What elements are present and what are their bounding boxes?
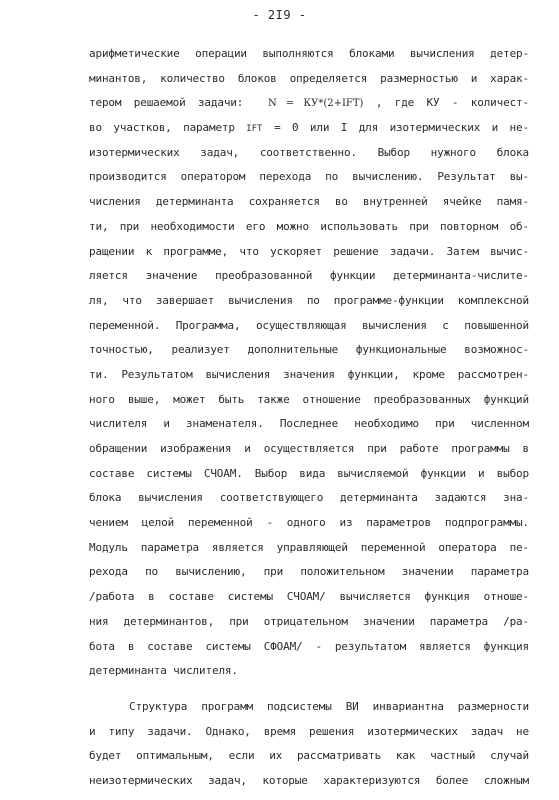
text-line: Модуль параметра является управляющей переменной оператора пе- [89,540,529,554]
text-line: составе системы СЧОАМ. Выбор вида вычисляемой функции и выбор [89,466,529,480]
text-line: рехода по вычислению, при положительном значении параметра [89,565,529,579]
text-line: переменной. Программа, осуществляющая вычисления с повышенной [89,318,529,332]
text-line: ти, при необходимости его можно использовать при повторном об- [89,219,529,233]
text-line: арифметические операции выполняются блоками вычисления детер- [89,47,529,60]
text-fragment: , где КУ - количест- [375,96,529,110]
text-line: ращении к программе, что ускоряет решение задачи. Затем вычис- [89,244,529,258]
text-fragment: тером решаемой задачи: [89,96,244,110]
text-line: минантов, количество блоков определяется размерностью и харак- [89,71,529,85]
text-line: чением целой переменной - одного из параметров подпрограммы. [89,516,529,530]
text-fragment: во участков, параметр [89,121,235,135]
text-line: точностью, реализует дополнительные функциональные возможнос- [89,343,529,357]
page-number: - 2I9 - [252,8,307,22]
text-fragment: = 0 или I для изотермических и не- [274,121,529,135]
body-text [89,42,529,794]
text-line: детерминанта числителя. [89,664,238,678]
text-line: производится оператором перехода по вычислению. Результат вы- [89,170,529,184]
text-line: бота в составе системы СФОАМ/ - результатом является функция [89,639,529,653]
text-line: обращении изображения и осуществляется при работе программы в [89,442,529,455]
text-line: ляется значение преобразованной функции детерминанта-числите- [89,269,529,283]
text-line: /работа в составе системы СЧОАМ/ вычисляется функция отноше- [89,590,529,604]
text-line: Структура программ подсистемы ВИ инвариантна размерности [129,699,529,713]
text-line: ного выше, может быть также отношение преобразованных функций [89,392,529,406]
text-line: изотермических задач, соответственно. Выбор нужного блока [89,145,529,159]
text-line: ния детерминантов, при отрицательном значении параметра /ра- [89,614,529,628]
formula: N = КУ*(2+IFT) [268,98,364,110]
text-line: неизотермических задач, которые характеризуются более сложным [89,773,529,787]
text-line: и типу задачи. Однако, время решения изотермических задач не [89,724,529,738]
text-line: будет оптимальным, если их рассматривать как частный случай [89,749,529,763]
text-line-with-formula [89,91,529,116]
paragraph-gap [89,684,529,695]
text-line-with-param [89,116,529,141]
text-line: блока вычисления соответствующего детерминанта задаются зна- [89,491,529,505]
parameter-name: IFT [246,124,263,135]
text-line: ля, что завершает вычисления по программе-функции комплексной [89,293,529,307]
text-line: ти. Результатом вычисления значения функции, кроме рассмотрен- [89,367,529,381]
text-line: числителя и знаменателя. Последнее необходимо при численном [89,417,529,431]
text-line: числения детерминанта сохраняется во внутренней ячейке памя- [89,195,529,209]
